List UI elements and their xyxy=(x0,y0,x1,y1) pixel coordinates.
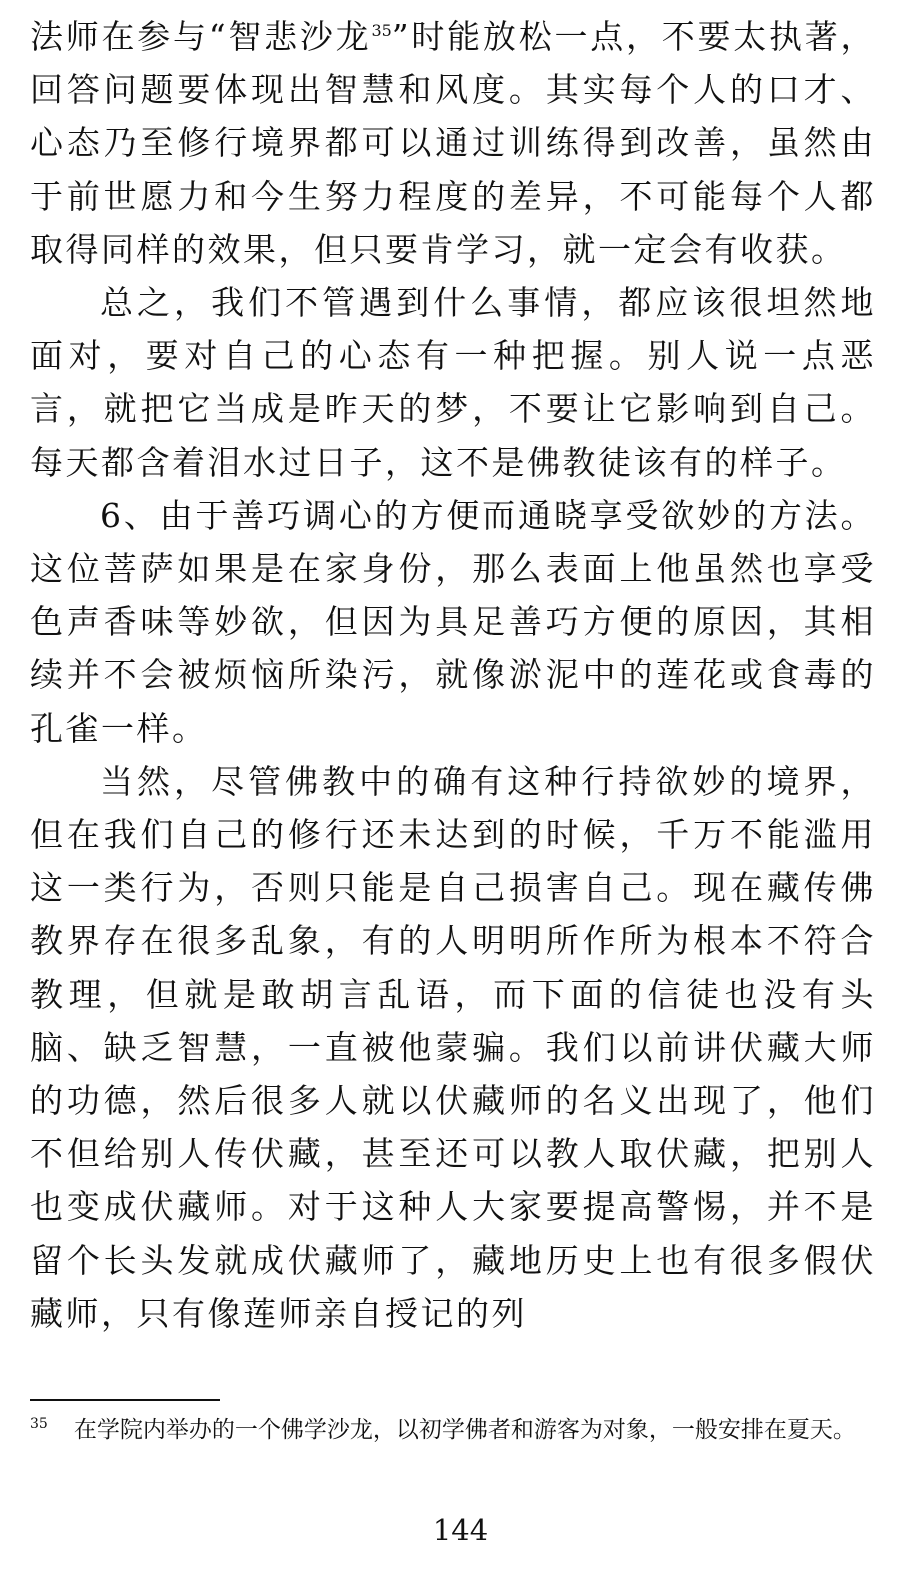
page-number: 144 xyxy=(432,1513,489,1547)
paragraph-4: 当然，尽管佛教中的确有这种行持欲妙的境界，但在我们自己的修行还未达到的时候，千万不能滥用这一类行为，否则只能是自己损害自己。现在藏传佛教界存在很多乱象，有的人明明所作所为根本不符合教理，但就是敢胡言乱语，而下面的信徒也没有头脑、缺乏智慧，一直被他蒙骗。我们以前讲伏藏大师的功德，然后很多人就以伏藏师的名义出现了，他们不但给别人传伏藏，甚至还可以教人取伏藏，把别人也变成伏藏师。对于这种人大家要提高警惕，并不是留个长头发就成伏藏师了，藏地历史上也有很多假伏藏师，只有像莲师亲自授记的列 xyxy=(30,761,876,1333)
paragraph-2: 总之，我们不管遇到什么事情，都应该很坦然地面对，要对自己的心态有一种把握。别人说一点恶言，就把它当成是昨天的梦，不要让它影响到自己。每天都含着泪水过日子，这不是佛教徒该有的样子。 xyxy=(30,283,876,482)
paragraph-3: 6、由于善巧调心的方便而通晓享受欲妙的方法。这位菩萨如果是在家身份，那么表面上他虽然也享受色声香味等妙欲，但因为具足善巧方便的原因，其相续并不会被烦恼所染污，就像淤泥中的莲花或食毒的孔雀一样。 xyxy=(30,495,876,748)
body-text xyxy=(30,10,876,1340)
footnote-text: 在学院内举办的一个佛学沙龙，以初学佛者和游客为对象，一般安排在夏天。 xyxy=(73,1417,856,1443)
paragraph-1-start: 法师在参与“智悲沙龙 xyxy=(30,17,372,56)
paragraph-1 xyxy=(30,10,876,276)
footnote xyxy=(30,1413,876,1447)
footnote-number: 35 xyxy=(30,1416,48,1433)
footnote-divider xyxy=(30,1399,220,1401)
paragraph-1-rest: ”时能放松一点，不要太执著，回答问题要体现出智慧和风度。其实每个人的口才、心态乃至修行境界都可以通过训练得到改善，虽然由于前世愿力和今生努力程度的差异，不可能每个人都取得同样的效果，但只要肯学习，就一定会有收获。 xyxy=(30,17,876,269)
footnote-reference[interactable]: 35 xyxy=(371,21,392,40)
